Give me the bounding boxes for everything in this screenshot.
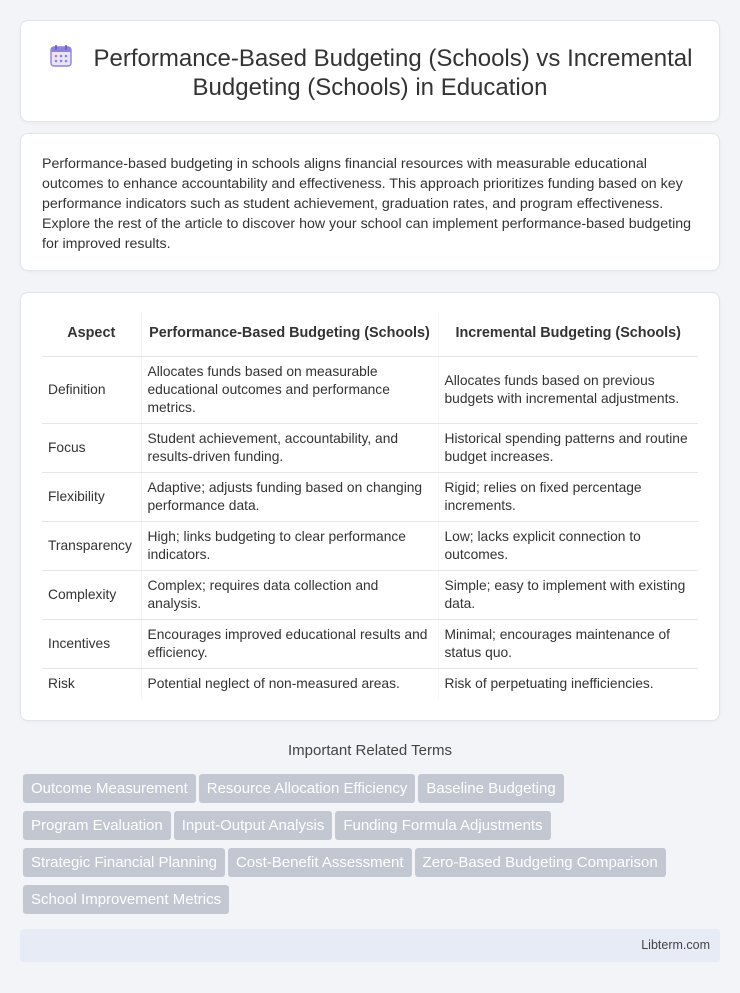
table-row [42, 619, 698, 668]
related-term-tag[interactable]: Resource Allocation Efficiency [199, 774, 416, 803]
related-term-tag[interactable]: Outcome Measurement [23, 774, 196, 803]
row-performance-value: Adaptive; adjusts funding based on changing performance data. [141, 472, 438, 521]
comparison-table [42, 311, 698, 700]
row-incremental-value: Allocates funds based on previous budgets with incremental adjustments. [438, 356, 698, 423]
row-incremental-value: Rigid; relies on fixed percentage increments. [438, 472, 698, 521]
row-incremental-value: Simple; easy to implement with existing data. [438, 570, 698, 619]
row-aspect: Risk [48, 676, 75, 692]
table-row [42, 472, 698, 521]
row-aspect: Focus [42, 423, 141, 472]
related-terms-heading: Important Related Terms [288, 742, 452, 759]
page-title-wrap [21, 43, 719, 102]
header-aspect: Aspect [42, 311, 141, 356]
row-performance-value: Complex; requires data collection and analysis. [141, 570, 438, 619]
calendar-icon [48, 43, 74, 69]
related-term-tag[interactable]: Input-Output Analysis [174, 811, 333, 840]
header-incremental: Incremental Budgeting (Schools) [438, 311, 698, 356]
row-performance-value: Allocates funds based on measurable educational outcomes and performance metrics. [141, 356, 438, 423]
related-term-tag[interactable]: Strategic Financial Planning [23, 848, 225, 877]
row-aspect: Definition [42, 356, 141, 423]
row-aspect: Complexity [42, 570, 141, 619]
related-term-tag[interactable]: Zero-Based Budgeting Comparison [415, 848, 666, 877]
row-performance-value: Encourages improved educational results and efficiency. [141, 619, 438, 668]
related-term-tag[interactable]: Cost-Benefit Assessment [228, 848, 412, 877]
intro-card [20, 133, 720, 271]
related-term-tag[interactable]: School Improvement Metrics [23, 885, 229, 914]
related-term-tag[interactable]: Funding Formula Adjustments [335, 811, 550, 840]
table-row [42, 521, 698, 570]
footer-site-link[interactable]: Libterm.com [641, 938, 710, 952]
related-terms-list [23, 774, 723, 922]
row-incremental-value: Historical spending patterns and routine budget increases. [438, 423, 698, 472]
intro-paragraph: Performance-based budgeting in schools aligns financial resources with measurable educational outcomes to enhance accountability and effectiveness. This approach prioritizes funding based on key performance indicators such as student achievement, graduation rates, and program effectiveness. Explore the rest of the article to discover how your school can implement performance-based budgeting for improved results. [42, 156, 692, 252]
related-term-tag[interactable]: Baseline Budgeting [418, 774, 563, 803]
table-row [42, 570, 698, 619]
table-row [42, 356, 698, 423]
row-aspect: Transparency [42, 521, 141, 570]
header-performance-based: Performance-Based Budgeting (Schools) [141, 311, 438, 356]
related-term-tag[interactable]: Program Evaluation [23, 811, 171, 840]
row-performance-value: Student achievement, accountability, and results-driven funding. [141, 423, 438, 472]
table-header-row [42, 311, 698, 356]
title-card [20, 20, 720, 122]
row-performance-value: High; links budgeting to clear performance indicators. [141, 521, 438, 570]
row-incremental-value: Minimal; encourages maintenance of status quo. [438, 619, 698, 668]
table-row [42, 668, 698, 700]
row-incremental-value: Risk of perpetuating inefficiencies. [438, 668, 698, 700]
row-aspect: Flexibility [42, 472, 141, 521]
row-incremental-value: Low; lacks explicit connection to outcomes. [438, 521, 698, 570]
table-row [42, 423, 698, 472]
footer [20, 929, 720, 962]
row-aspect: Incentives [42, 619, 141, 668]
comparison-card [20, 292, 720, 721]
row-performance-value: Potential neglect of non-measured areas. [141, 668, 438, 700]
page-title: Performance-Based Budgeting (Schools) vs Incremental Budgeting (Schools) in Education [93, 45, 693, 101]
